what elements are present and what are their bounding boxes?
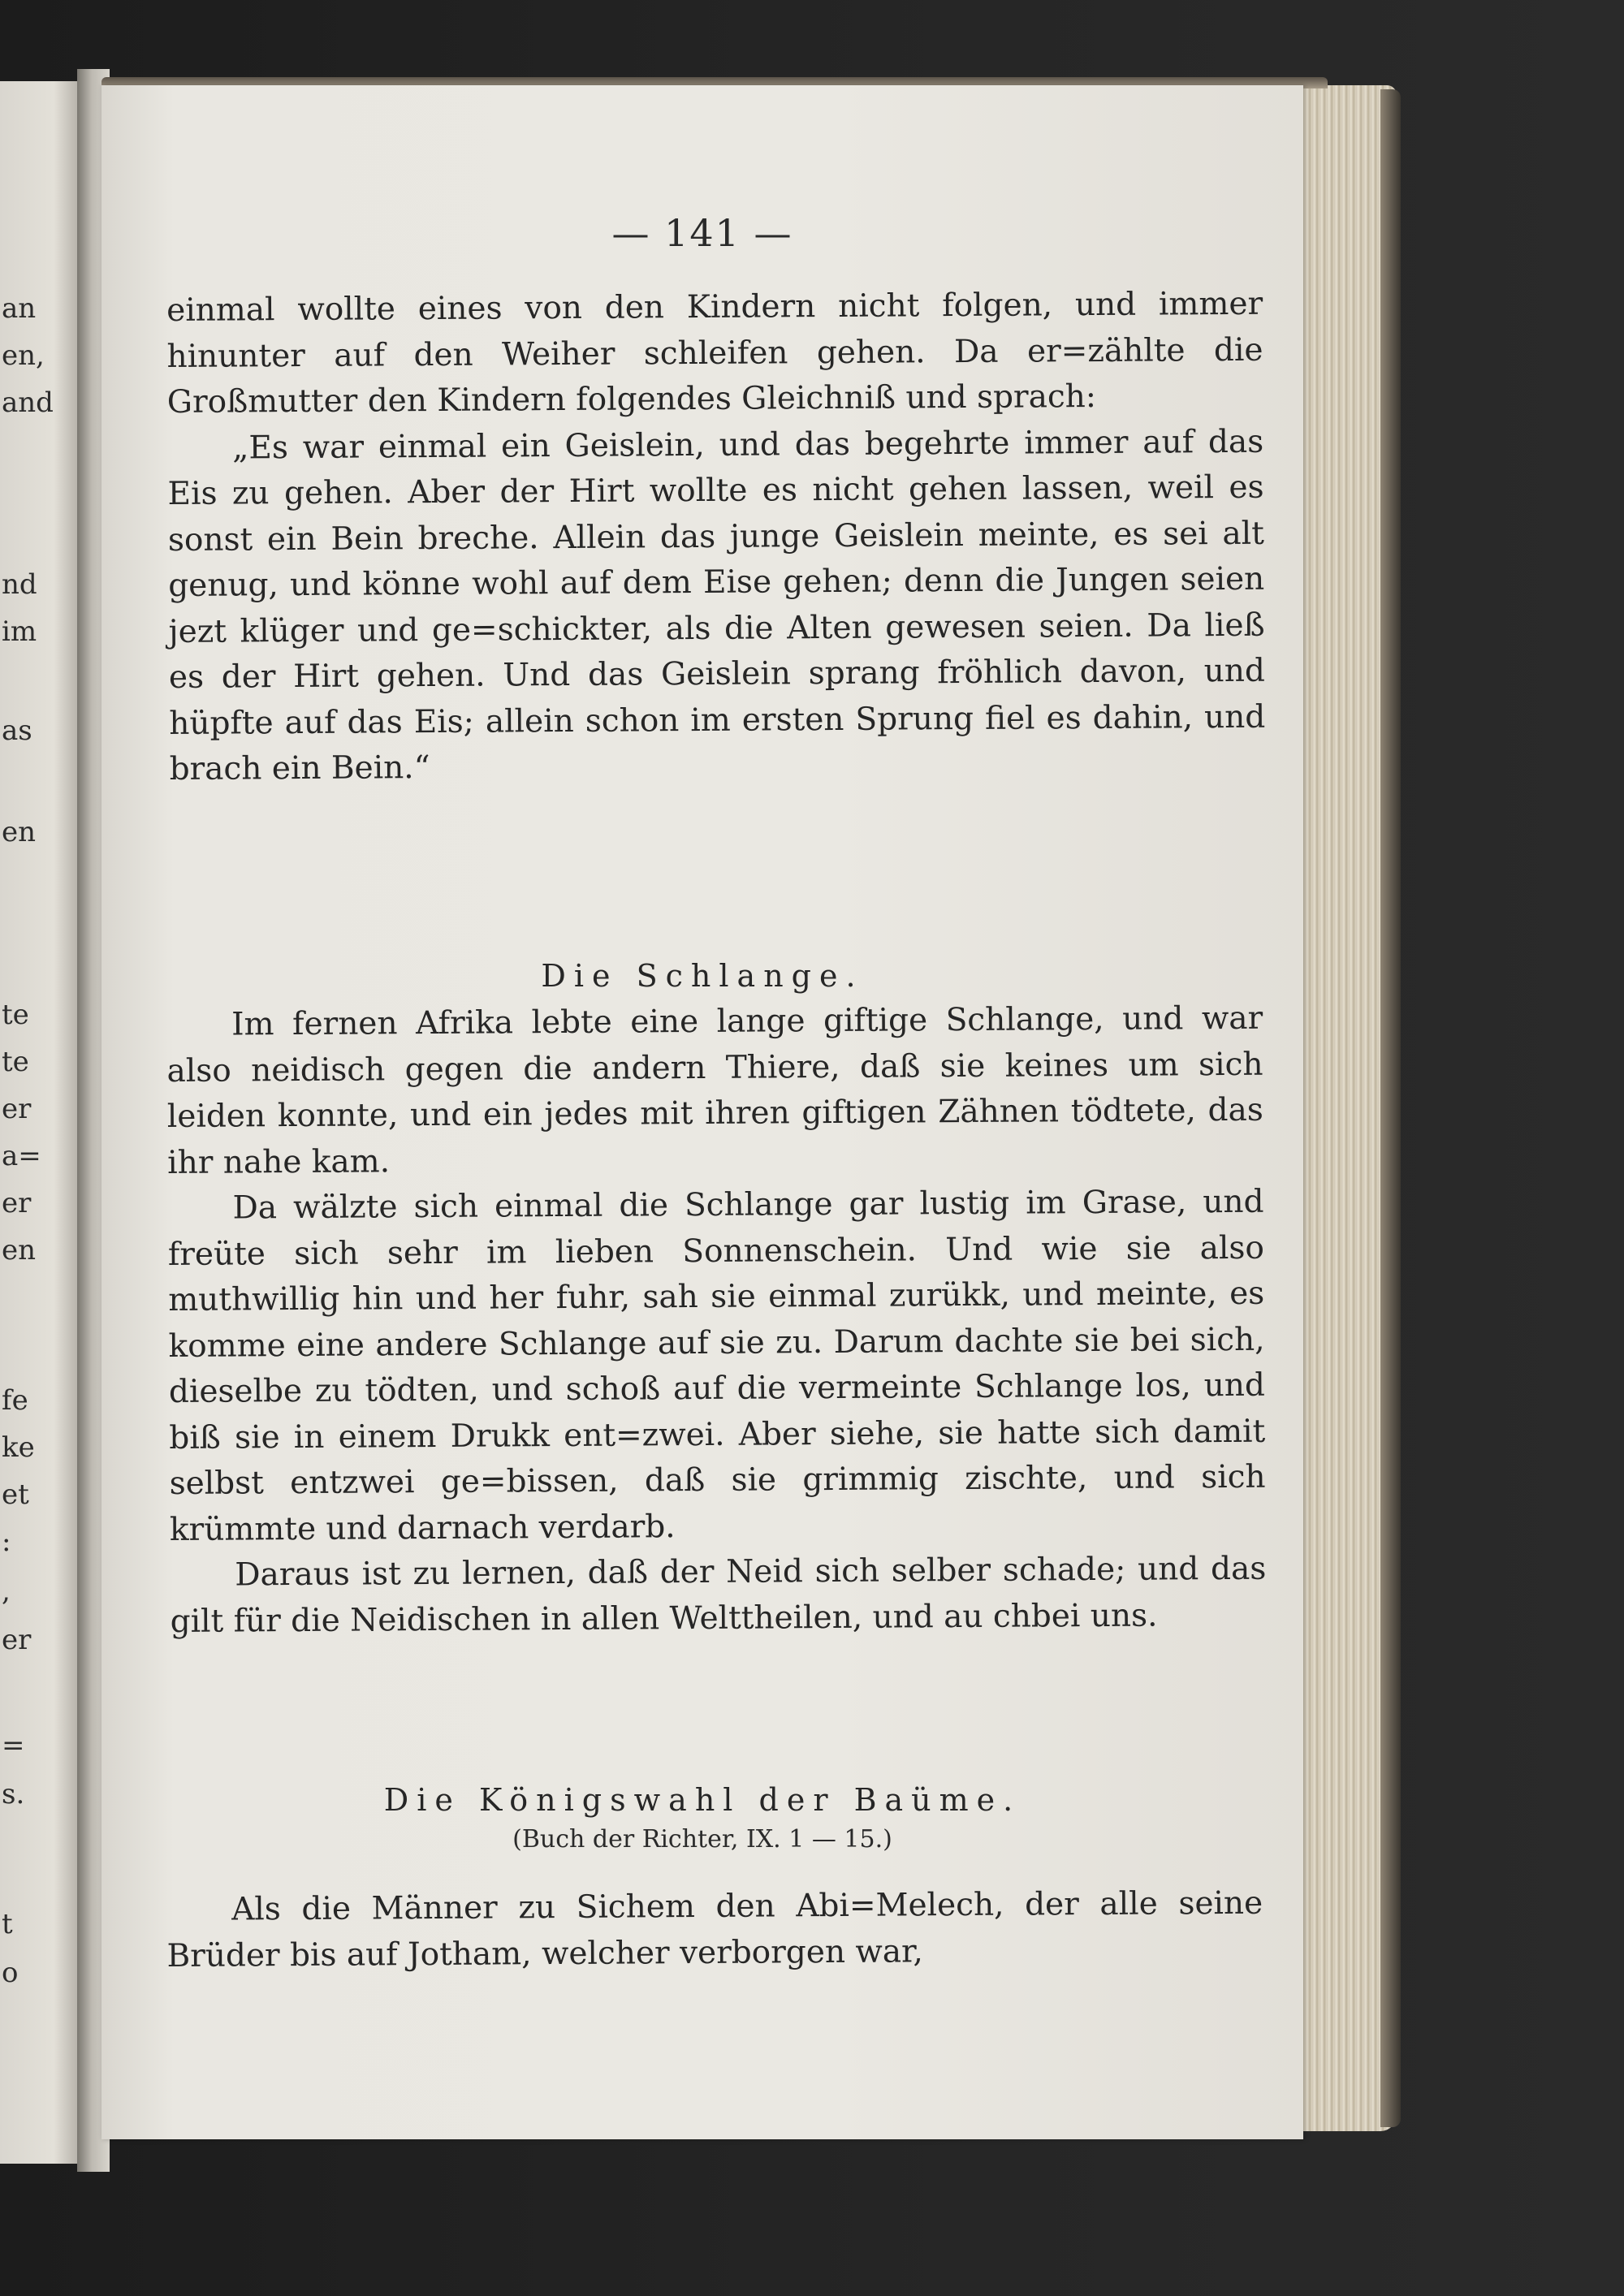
schlange-paragraph: Daraus ist zu lernen, daß der Neid sich selber schade; und das gilt für die Neidischen in allen Welttheilen, und au chbei uns. bbox=[170, 1550, 1267, 1640]
left-page-fragment: im bbox=[2, 615, 37, 648]
left-page-fragment: en bbox=[2, 1234, 37, 1267]
section-heading-schlange: Die Schlange. bbox=[541, 958, 864, 994]
schlange-text-block bbox=[166, 996, 1268, 1815]
left-page-fragment: as bbox=[2, 714, 32, 747]
left-page-fragment: an bbox=[2, 292, 37, 325]
left-page-fragment: te bbox=[2, 1046, 29, 1078]
left-page-fragment: en, bbox=[2, 339, 45, 372]
left-page-fragment: et bbox=[2, 1478, 29, 1511]
section-subheading-source: (Buch der Richter, IX. 1 — 15.) bbox=[512, 1825, 892, 1854]
left-page-fragment: er bbox=[2, 1187, 32, 1219]
left-page-fragment: er bbox=[2, 1624, 32, 1656]
left-page-fragment: = bbox=[2, 1729, 25, 1762]
left-page-fragment: , bbox=[2, 1575, 11, 1608]
left-page-fragment: te bbox=[2, 999, 29, 1031]
intro-text-block bbox=[166, 282, 1267, 1003]
left-page-fragment: t bbox=[2, 1908, 13, 1940]
schlange-paragraph: Da wälzte sich einmal die Schlange gar lustig im Grase, und freüte sich sehr im lieben Sonnenschein. Und wie sie also muthwillig hin und her fuhr, sah sie einmal zurükk, und meinte, es komme eine andere Schlange auf sie zu. Darum dachte sie bei sich, dieselbe zu tödten, und schoß auf die vermeinte Schlange los, und biß sie in einem Drukk ent=zwei. Aber siehe, sie hatte sich damit selbst entzwei ge=bissen, daß sie grimmig zischte, und sich krümmte und darnach verdarb. bbox=[167, 1183, 1266, 1548]
left-page-fragment: er bbox=[2, 1093, 32, 1125]
section-heading-koenigswahl: Die Königswahl der Baüme. bbox=[383, 1782, 1021, 1818]
fable-paragraph: „Es war einmal ein Geislein, und das begehrte immer auf das Eis zu gehen. Aber der Hirt wollte es nicht gehen lassen, weil es sonst ein Bein breche. Allein das junge Geislein meinte, es sei alt genug, und könne wohl auf dem Eise gehen; denn die Jungen seien jezt klüger und ge=schickter, als die Alten gewesen seien. Da ließ es der Hirt gehen. Und das Geislein sprang fröhlich davon, und hüpfte auf das Eis; allein schon im ersten Sprung fiel es dahin, und brach ein Bein.“ bbox=[167, 423, 1266, 788]
left-page-fragment: : bbox=[2, 1526, 11, 1558]
page-number: — 141 — bbox=[611, 211, 793, 255]
left-page-fragment: o bbox=[2, 1957, 19, 1989]
left-page-fragment: ke bbox=[2, 1431, 35, 1464]
book-page bbox=[102, 85, 1303, 2139]
left-facing-page bbox=[0, 81, 77, 2164]
left-page-fragment: en bbox=[2, 816, 37, 848]
left-page-fragment: fe bbox=[2, 1384, 28, 1417]
koenigswahl-text-block bbox=[166, 1881, 1263, 2001]
left-page-fragment: and bbox=[2, 386, 54, 419]
koenigswahl-paragraph: Als die Männer zu Sichem den Abi=Melech, der alle seine Brüder bis auf Jotham, welcher verborgen war, bbox=[166, 1884, 1263, 1974]
left-page-fragment: nd bbox=[2, 568, 37, 601]
page-block-shadow bbox=[1380, 89, 1401, 2127]
left-page-fragment: a= bbox=[2, 1140, 41, 1172]
left-page-fragment: s. bbox=[2, 1778, 25, 1810]
intro-paragraph: einmal wollte eines von den Kindern nicht folgen, und immer hinunter auf den Weiher schleifen gehen. Da er=zählte die Großmutter den Kindern folgendes Gleichniß und sprach: bbox=[166, 285, 1263, 421]
schlange-paragraph: Im fernen Afrika lebte eine lange giftige Schlange, und war also neidisch gegen die andern Thiere, daß sie keines um sich leiden konnte, und ein jedes mit ihren giftigen Zähnen tödtete, das ihr nahe kam. bbox=[166, 999, 1263, 1181]
